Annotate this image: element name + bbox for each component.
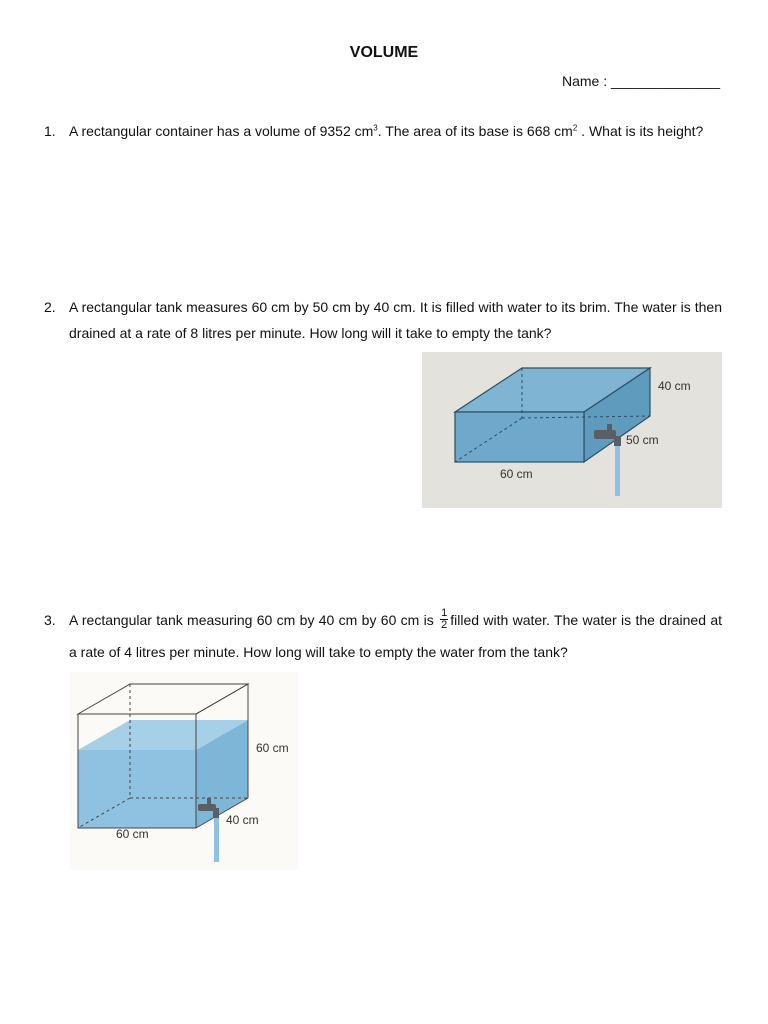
question-2 [44, 294, 722, 346]
width-label: 50 cm [626, 433, 659, 447]
tank-figure-half [70, 672, 298, 870]
question-number: 2. [44, 299, 56, 315]
page-title: VOLUME [349, 44, 419, 61]
question-number: 1. [44, 123, 56, 139]
height-label: 60 cm [256, 741, 289, 755]
tank-figure-full [422, 352, 722, 508]
question-text: A rectangular tank measuring 60 cm by 40 cm by 60 cm is $\frac{1}{2}$ filled with water. The water is the drained at a rate of 4 litres per minute. How long will take to empty the water from the tank? [69, 606, 722, 660]
length-label: 60 cm [116, 827, 149, 841]
fraction-one-half: $\frac{1}{2}$ [441, 606, 448, 631]
question-1 [44, 118, 722, 144]
question-3 [44, 604, 722, 668]
question-text: A rectangular container has a volume of 9352 $cm^3$. The area of its base is 668 $cm^2$ . What is its height? [69, 123, 704, 139]
question-number: 3. [44, 612, 56, 628]
height-label: 40 cm [658, 379, 691, 393]
length-label: 60 cm [500, 467, 533, 481]
question-text: A rectangular tank measures 60 cm by 50 cm by 40 cm. It is filled with water to its brim. The water is then drained at a rate of 8 litres per minute. How long will it take to empty the tank? [69, 299, 722, 341]
name-field: Name : ______________ [561, 73, 720, 89]
width-label: 40 cm [226, 813, 259, 827]
